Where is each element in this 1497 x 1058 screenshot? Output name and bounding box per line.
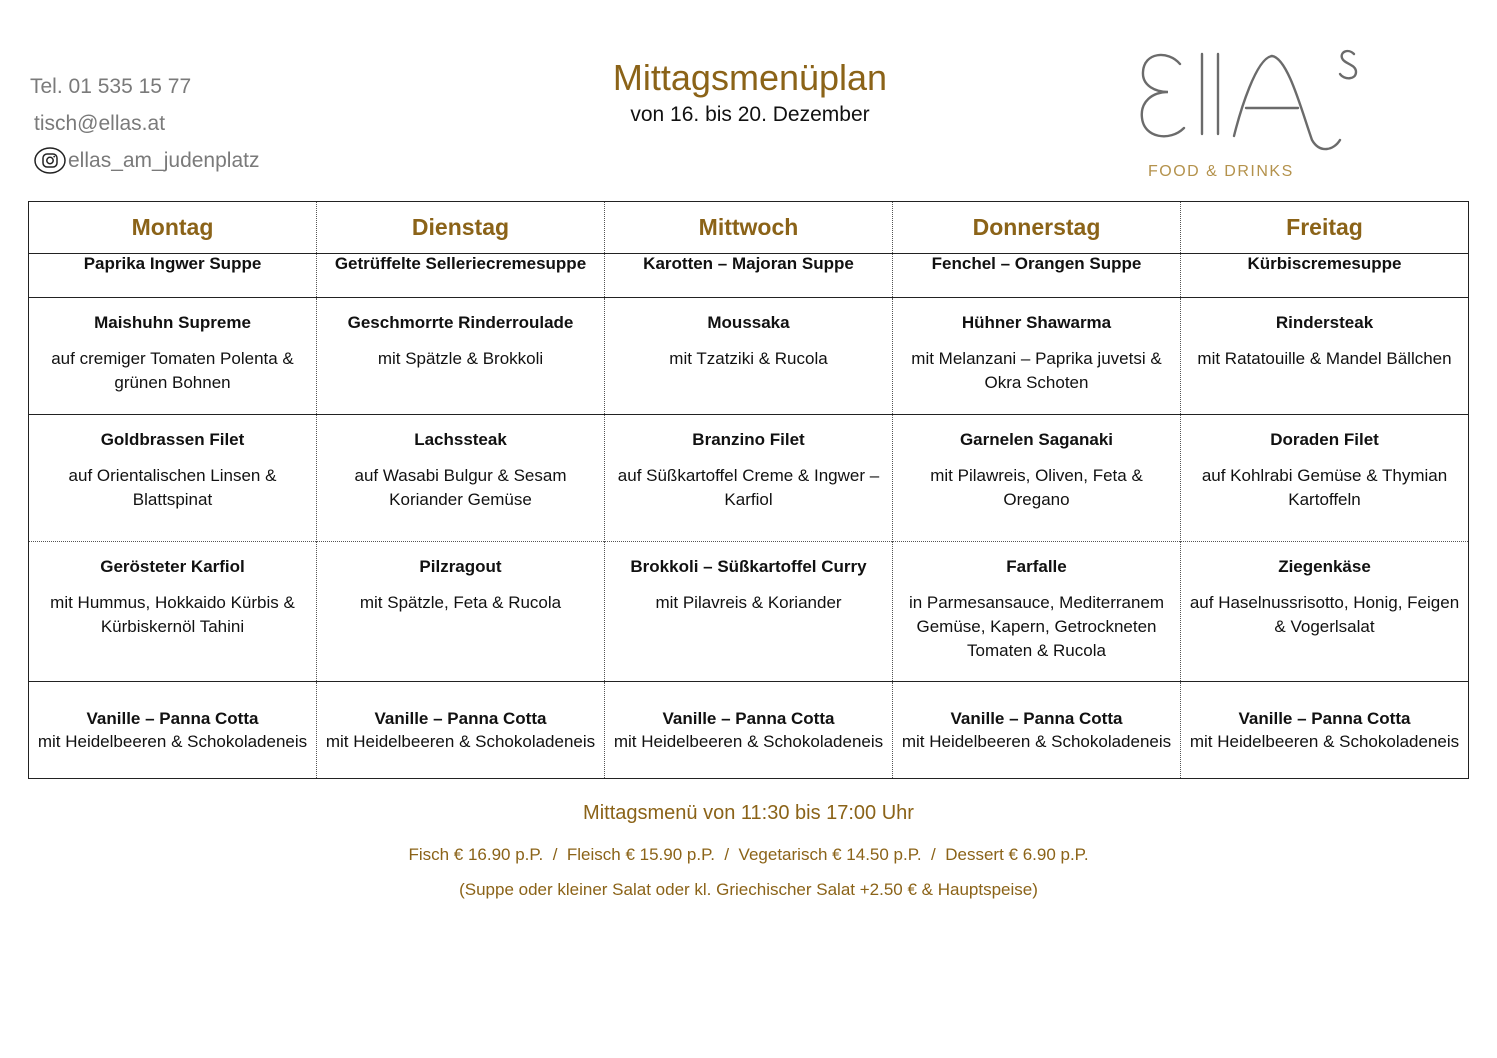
price-list: Fisch € 16.90 p.P. / Fleisch € 15.90 p.P. / Vegetarisch € 14.50 p.P. / Dessert € 6.90 p.P. [408,845,1089,864]
dish-cell [605,298,893,415]
dish-name: Brokkoli – Süßkartoffel Curry [630,557,867,576]
dish-cell [317,415,605,542]
main-dish-row-meat [29,298,1469,415]
day-header-row [29,202,1469,254]
dish-description: mit Ratatouille & Mandel Bällchen [1197,349,1452,368]
dish-cell [29,542,317,682]
dish-description: mit Spätzle & Brokkoli [377,349,544,368]
dish-cell [605,415,893,542]
dish-description: mit Spätzle, Feta & Rucola [359,593,562,612]
main-dish-row-fish [29,415,1469,542]
dish-name: Hühner Shawarma [961,313,1112,332]
dessert-description: mit Heidelbeeren & Schokoladeneis [37,732,308,751]
dish-name: Moussaka [707,313,790,332]
dish-name: Maishuhn Supreme [94,313,251,332]
dessert-description: mit Heidelbeeren & Schokoladeneis [325,732,596,751]
soup-cell: Kürbiscremesuppe [1181,254,1469,298]
dessert-description: mit Heidelbeeren & Schokoladeneis [613,732,884,751]
dish-description: mit Pilavreis & Koriander [655,593,842,612]
instagram-icon [34,147,66,174]
menu-table [28,201,1469,779]
day-header: Mittwoch [605,202,893,254]
day-header: Freitag [1181,202,1469,254]
dish-description: in Parmesansauce, Mediterranem Gemüse, Kapern, Getrockneten Tomaten & Rucola [908,593,1165,660]
phone-line [30,68,259,105]
dish-name: Lachssteak [414,430,507,449]
lunch-hours: Mittagsmenü von 11:30 bis 17:00 Uhr [583,802,914,824]
dish-description: mit Pilawreis, Oliven, Feta & Oregano [930,466,1143,509]
contact-block [30,68,259,179]
dish-cell [1181,298,1469,415]
dish-cell [893,415,1181,542]
dessert-name: Vanille – Panna Cotta [374,709,547,728]
email-line [30,105,259,142]
dish-name: Garnelen Saganaki [959,430,1114,449]
dish-cell [893,542,1181,682]
dish-description: auf Orientalischen Linsen & Blattspinat [68,466,277,509]
phone-number: Tel. 01 535 15 77 [30,75,192,98]
instagram-handle: ellas_am_judenplatz [68,149,260,172]
dish-description: mit Hummus, Hokkaido Kürbis & Kürbiskernöl Tahini [50,593,295,636]
date-range: von 16. bis 20. Dezember [630,103,870,126]
dessert-cell [893,682,1181,779]
main-dish-row-vegetarian [29,542,1469,682]
day-header: Dienstag [317,202,605,254]
dessert-name: Vanille – Panna Cotta [1238,709,1411,728]
dish-cell [317,298,605,415]
dessert-cell [1181,682,1469,779]
menu-note: (Suppe oder kleiner Salat oder kl. Griechischer Salat +2.50 € & Hauptspeise) [459,880,1038,899]
dish-name: Pilzragout [419,557,502,576]
soup-cell: Karotten – Majoran Suppe [605,254,893,298]
dish-description: auf Haselnussrisotto, Honig, Feigen & Vogerlsalat [1189,593,1460,636]
dish-name: Geschmorrte Rinderroulade [347,313,574,332]
dish-description: auf Wasabi Bulgur & Sesam Koriander Gemüse [354,466,567,509]
dish-description: auf Kohlrabi Gemüse & Thymian Kartoffeln [1201,466,1448,509]
day-header: Donnerstag [893,202,1181,254]
dessert-description: mit Heidelbeeren & Schokoladeneis [901,732,1172,751]
soup-row [29,254,1469,298]
dish-description: auf Süßkartoffel Creme & Ingwer – Karfiol [617,466,880,509]
dish-name: Branzino Filet [692,430,805,449]
dish-cell [893,298,1181,415]
logo-tagline: FOOD & DRINKS [1148,163,1294,180]
soup-cell: Getrüffelte Selleriecremesuppe [317,254,605,298]
page-title: Mittagsmenüplan [612,57,888,98]
dish-description: auf cremiger Tomaten Polenta & grünen Bohnen [51,349,294,392]
dessert-name: Vanille – Panna Cotta [950,709,1123,728]
dish-description: mit Melanzani – Paprika juvetsi & Okra Schoten [911,349,1162,392]
dish-cell [1181,542,1469,682]
email-address: tisch@ellas.at [34,112,166,135]
dessert-row [29,682,1469,779]
dessert-cell [29,682,317,779]
soup-cell: Fenchel – Orangen Suppe [893,254,1181,298]
dish-description: mit Tzatziki & Rucola [669,349,828,368]
dessert-name: Vanille – Panna Cotta [662,709,835,728]
dish-name: Ziegenkäse [1278,557,1371,576]
dessert-cell [317,682,605,779]
soup-cell: Paprika Ingwer Suppe [29,254,317,298]
ellas-logo-wordmark [1128,42,1368,162]
instagram-line [30,142,259,179]
dish-name: Rindersteak [1275,313,1374,332]
dish-cell [605,542,893,682]
dish-name: Doraden Filet [1270,430,1379,449]
dish-name: Gerösteter Karfiol [100,557,245,576]
dessert-description: mit Heidelbeeren & Schokoladeneis [1189,732,1460,751]
title-block [500,56,1000,130]
dessert-cell [605,682,893,779]
day-header: Montag [29,202,317,254]
dish-cell [317,542,605,682]
dish-name: Farfalle [1006,557,1067,576]
dish-name: Goldbrassen Filet [100,430,245,449]
dish-cell [29,298,317,415]
dish-cell [1181,415,1469,542]
dessert-name: Vanille – Panna Cotta [86,709,259,728]
dish-cell [29,415,317,542]
